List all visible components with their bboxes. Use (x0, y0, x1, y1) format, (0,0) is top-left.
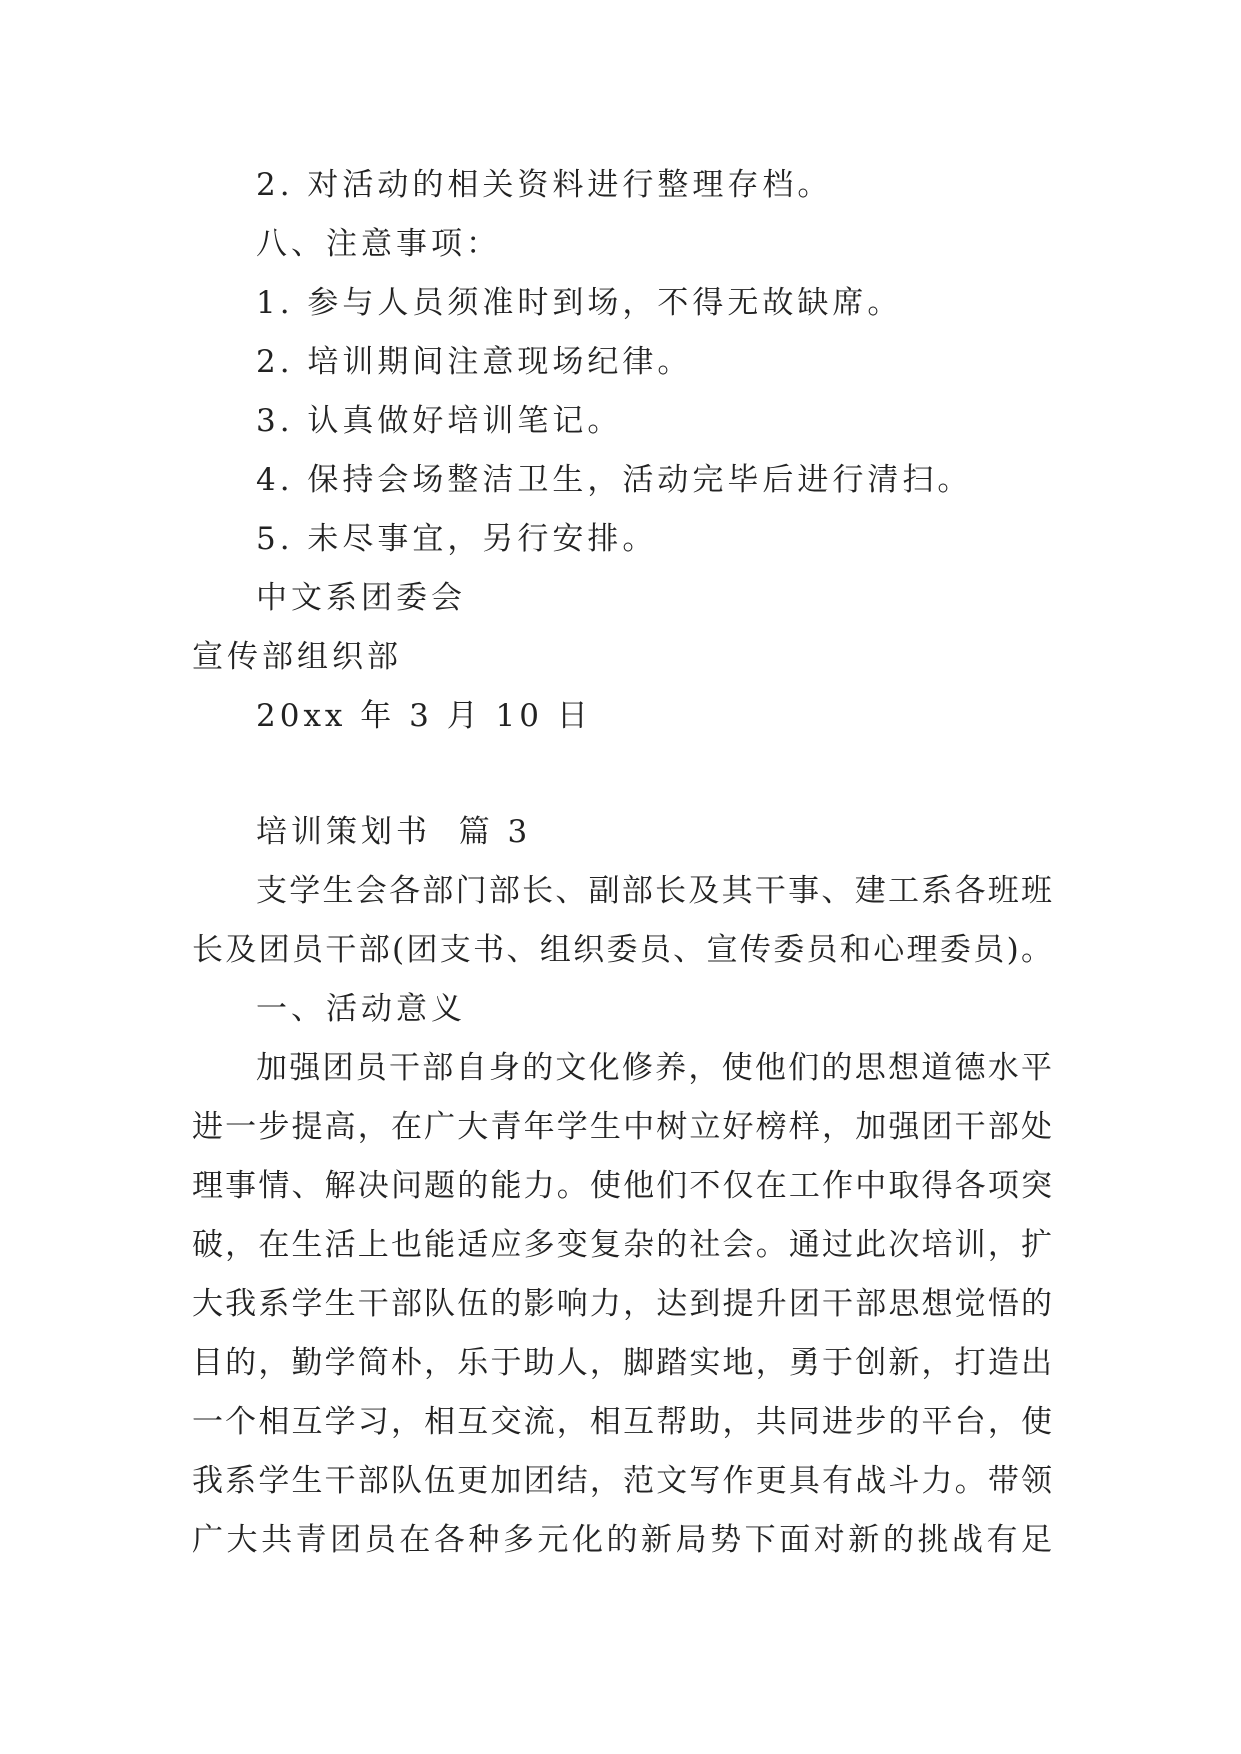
body-line: 目的，勤学简朴，乐于助人，脚踏实地，勇于创新，打造出 (192, 1345, 1052, 1381)
archive-item: 2. 对活动的相关资料进行整理存档。 (256, 167, 833, 203)
section-title: 培训策划书 篇 3 (256, 814, 532, 850)
signature-dept: 宣传部组织部 (192, 639, 402, 675)
note-item: 1. 参与人员须准时到场，不得无故缺席。 (256, 285, 903, 321)
note-item: 2. 培训期间注意现场纪律。 (256, 344, 693, 380)
participants-line: 支学生会各部门部长、副部长及其干事、建工系各班班 (256, 873, 1052, 909)
body-line: 大我系学生干部队伍的影响力，达到提升团干部思想觉悟的 (192, 1286, 1052, 1322)
notes-heading: 八、注意事项： (256, 226, 501, 262)
body-line: 加强团员干部自身的文化修养，使他们的思想道德水平 (256, 1050, 1052, 1086)
body-line: 破，在生活上也能适应多变复杂的社会。通过此次培训，扩 (192, 1227, 1052, 1263)
body-line: 我系学生干部队伍更加团结，范文写作更具有战斗力。带领 (192, 1463, 1052, 1499)
note-item: 5. 未尽事宜，另行安排。 (256, 521, 658, 557)
body-line: 一个相互学习，相互交流，相互帮助，共同进步的平台，使 (192, 1404, 1052, 1440)
participants-line: 长及团员干部(团支书、组织委员、宣传委员和心理委员)。 (192, 932, 1052, 968)
signature-org: 中文系团委会 (256, 580, 466, 616)
note-item: 3. 认真做好培训笔记。 (256, 403, 623, 439)
note-item: 4. 保持会场整洁卫生，活动完毕后进行清扫。 (256, 462, 973, 498)
signature-date: 20xx 年 3 月 10 日 (256, 698, 592, 734)
body-line: 进一步提高，在广大青年学生中树立好榜样，加强团干部处 (192, 1109, 1052, 1145)
body-line: 广大共青团员在各种多元化的新局势下面对新的挑战有足 (192, 1522, 1052, 1558)
section-heading: 一、活动意义 (256, 991, 466, 1027)
body-line: 理事情、解决问题的能力。使他们不仅在工作中取得各项突 (192, 1168, 1052, 1204)
